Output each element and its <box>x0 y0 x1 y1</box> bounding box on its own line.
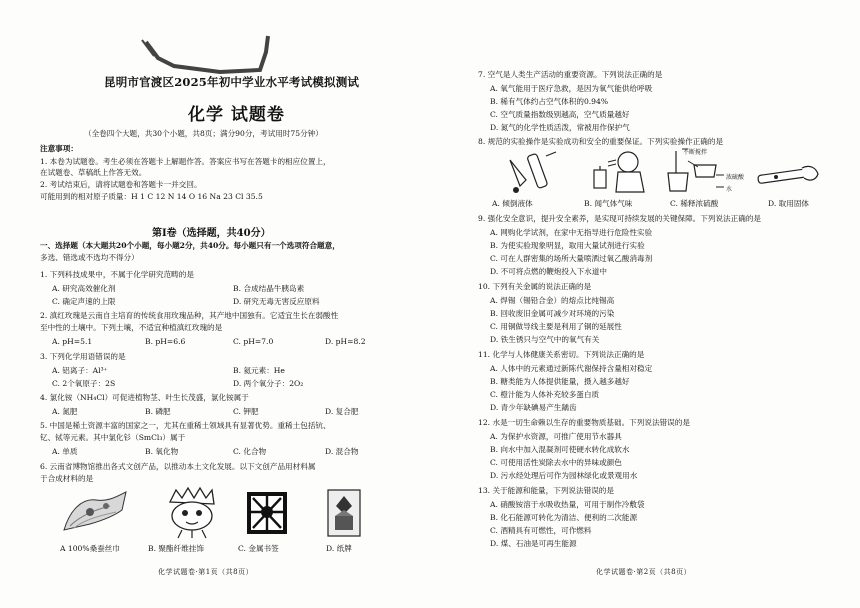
exam-title: 昆明市官渡区2025年初中学业水平考试模拟测试 <box>104 75 360 89</box>
question-stem: 钇、铽等元素。其中氯化钐（SmCl₃）属于 <box>40 433 186 442</box>
question-stem: 12. 水是一切生命赖以生存的重要物质基础。下列说法错误的是 <box>478 418 690 427</box>
option-a[interactable]: A. 单质 <box>52 447 78 456</box>
smell-gas-figure <box>586 148 646 194</box>
atomic-mass-line: 可能用到的相对原子质量：H 1 C 12 N 14 O 16 Na 23 Cl 35.5 <box>40 192 263 201</box>
question-stem: 13. 关于能源和能量，下列说法错误的是 <box>478 486 614 495</box>
option-d[interactable]: D. 取用固体 <box>768 199 810 208</box>
question-stem: 于合成材料的是 <box>40 474 94 483</box>
option-c[interactable]: C. 稀释浓硫酸 <box>670 199 719 208</box>
option-d[interactable]: D. 纸牌 <box>326 544 352 553</box>
option-d[interactable]: D. 研究无毒无害反应原料 <box>233 297 320 306</box>
option-b[interactable]: B. 化石能源可转化为清洁、便利的二次能源 <box>490 513 638 522</box>
option-c[interactable]: C. pH=7.0 <box>233 337 274 346</box>
question-stem: 至中性的土壤中。下列土壤，不适宜种植滇红玫瑰的是 <box>40 323 223 332</box>
question-stem: 11. 化学与人体健康关系密切。下列说法正确的是 <box>478 350 645 359</box>
page-footer: 化学试题卷·第1页（共8页） <box>158 568 254 576</box>
option-d[interactable]: D. 混合物 <box>325 447 359 456</box>
option-b[interactable]: B. 合成结晶牛胰岛素 <box>233 284 305 293</box>
option-a[interactable]: A. 氧气能用于医疗急救，是因为氧气能供给呼吸 <box>490 84 653 93</box>
option-c[interactable]: C. 可使用活性炭除去水中的异味或颜色 <box>490 458 622 467</box>
option-a[interactable]: A. 人体中的元素通过新陈代谢保持含量相对稳定 <box>490 364 653 373</box>
question-stem: 4. 氯化铵（NH₄Cl）可促进植物茎、叶生长茂盛，氯化铵属于 <box>40 393 249 402</box>
take-solid-figure <box>754 158 824 190</box>
option-c[interactable]: C. 用铜做导线主要是利用了铜的延展性 <box>490 322 622 331</box>
metal-bookmark-image <box>245 490 289 536</box>
notes-heading: 注意事项： <box>40 144 78 153</box>
question-stem: 2. 滇红玫瑰是云南自主培育的传统食用玫瑰品种，其产地中国独有。它适宜生长在弱酸性 <box>40 311 339 320</box>
option-a[interactable]: A. 倾倒液体 <box>492 199 533 208</box>
option-c[interactable]: C. 可在人群密集的场所大量喷洒过氧乙酸消毒剂 <box>490 254 653 263</box>
option-c[interactable]: C. 金属书签 <box>238 544 279 553</box>
option-b[interactable]: B. 糖类能为人体提供能量，摄入越多越好 <box>490 377 630 386</box>
question-stem: 10. 下列有关金属的说法正确的是 <box>478 282 592 291</box>
note-line: 1. 本卷为试题卷。考生必须在答题卡上解题作答。答案应书写在答题卡的相应位置上， <box>40 157 331 166</box>
question-stem: 1. 下列科技成果中，不属于化学研究范畴的是 <box>40 270 194 279</box>
pour-liquid-figure <box>502 150 562 194</box>
section-title: 第Ⅰ卷（选择题，共40分） <box>152 228 271 239</box>
option-a[interactable]: A. 为保护水资源，可推广使用节水器具 <box>490 432 622 441</box>
exam-info: （全卷四个大题，共30个小题，共8页；满分90分，考试用时75分钟） <box>84 129 323 138</box>
option-b[interactable]: B. 氦元素：He <box>233 366 285 375</box>
mascot-ornament-image <box>164 486 220 540</box>
question-stem: 5. 中国是稀土资源丰富的国家之一，尤其在重稀土领域具有显著优势。重稀土包括钪、 <box>40 421 331 430</box>
option-a[interactable]: A. 氮肥 <box>52 407 78 416</box>
option-a[interactable]: A. pH=5.1 <box>52 337 93 346</box>
option-b[interactable]: B. 氧化物 <box>145 447 179 456</box>
option-d[interactable]: D. 不可将点燃的鞭炮投入下水道中 <box>490 267 607 276</box>
option-d[interactable]: D. 氮气的化学性质活泼，常被用作保护气 <box>490 123 630 132</box>
option-a[interactable]: A 100%桑蚕丝巾 <box>60 544 120 553</box>
option-c[interactable]: C. 钾肥 <box>233 407 259 416</box>
option-c[interactable]: C. 橙汁能为人体补充较多蛋白质 <box>490 390 600 399</box>
option-d[interactable]: D. 煤、石油是可再生能源 <box>490 539 577 548</box>
question-stem: 9. 强化安全意识，提升安全素养，是实现可持续发展的关键保障。下列说法正确的是 <box>478 214 762 223</box>
option-a[interactable]: A. 网购化学试剂，在家中无指导进行危险性实验 <box>490 228 653 237</box>
option-b[interactable]: B. 回收废旧金属可减少对环境的污染 <box>490 309 615 318</box>
page-footer: 化学试题卷·第2页（共8页） <box>596 568 692 576</box>
instruction-line: 多选、错选或不选均不得分） <box>40 253 139 262</box>
option-b[interactable]: B. 磷肥 <box>145 407 171 416</box>
figure-label: 浓硫酸 <box>726 174 745 181</box>
question-stem: 7. 空气是人类生产活动的重要资源。下列说法正确的是 <box>478 70 663 79</box>
option-c[interactable]: C. 化合物 <box>233 447 267 456</box>
figure-label: 不断搅拌 <box>683 149 708 156</box>
note-line: 2. 考试结束后，请将试题卷和答题卡一并交回。 <box>40 180 202 189</box>
option-b[interactable]: B. 闻气体气味 <box>584 199 633 208</box>
playing-card-image <box>326 488 362 538</box>
option-c[interactable]: C. 确定声速的上限 <box>52 297 116 306</box>
subject-title: 化学 试题卷 <box>188 105 285 125</box>
option-b[interactable]: B. 向水中加入混凝剂可使硬水转化成软水 <box>490 445 630 454</box>
option-c[interactable]: C. 酒精具有可燃性，可作燃料 <box>490 526 592 535</box>
question-stem: 3. 下列化学用语错误的是 <box>40 352 126 361</box>
option-d[interactable]: D. 两个氧分子：2O₂ <box>233 379 304 388</box>
option-c[interactable]: C. 2个氧原子：2S <box>52 379 116 388</box>
instruction-line: 一、选择题（本大题共20个小题，每小题2分，共40分。每小题只有一个选项符合题意， <box>40 241 340 250</box>
figure-label: 水 <box>726 186 733 193</box>
question-stem: 6. 云南省博物馆推出各式文创产品，以推动本土文化发展。以下文创产品用材料属 <box>40 462 316 471</box>
silk-scarf-image <box>60 490 130 536</box>
option-d[interactable]: D. 青少年缺碘易产生龋齿 <box>490 403 577 412</box>
option-a[interactable]: A. 铝离子：Al³⁺ <box>52 366 108 375</box>
option-d[interactable]: D. 污水经处理后可作为园林绿化或景观用水 <box>490 471 638 480</box>
option-d[interactable]: D. 铁生锈只与空气中的氧气有关 <box>490 335 600 344</box>
option-d[interactable]: D. 复合肥 <box>325 407 359 416</box>
option-a[interactable]: A. 硝酸铵溶于水吸收热量，可用于制作冷敷袋 <box>490 500 645 509</box>
option-d[interactable]: D. pH=8.2 <box>325 337 366 346</box>
option-c[interactable]: C. 空气质量指数级别越高，空气质量越好 <box>490 110 630 119</box>
option-b[interactable]: B. 稀有气体约占空气体积的0.94% <box>490 97 609 106</box>
option-b[interactable]: B. pH=6.6 <box>145 337 186 346</box>
question-stem: 8. 规范的实验操作是实验成功和安全的重要保证。下列实验操作正确的是 <box>478 137 724 146</box>
option-a[interactable]: A. 焊锡（锡铅合金）的熔点比纯锡高 <box>490 296 615 305</box>
option-b[interactable]: B. 为使实验现象明显，取用大量试剂进行实验 <box>490 241 645 250</box>
option-b[interactable]: B. 聚酯纤维挂饰 <box>148 544 204 553</box>
option-a[interactable]: A. 研究高效催化剂 <box>52 284 116 293</box>
scan-mark <box>140 32 290 76</box>
note-line: 在试题卷、草稿纸上作答无效。 <box>40 168 147 177</box>
